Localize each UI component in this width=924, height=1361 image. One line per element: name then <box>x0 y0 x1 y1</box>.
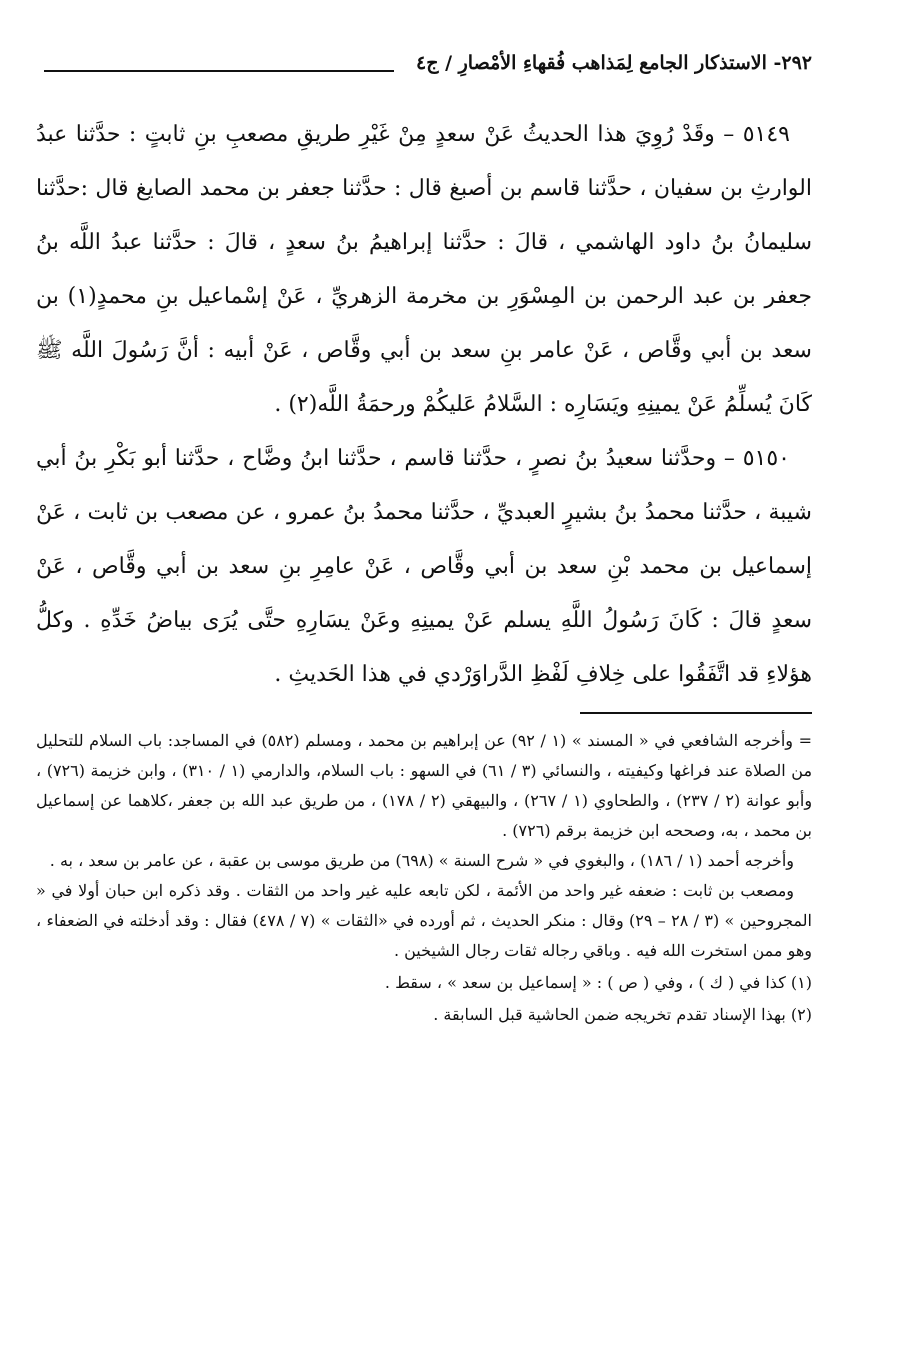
footnote-separator <box>580 712 812 714</box>
footnote-1: (١) كذا في ( ك ) ، وفي ( ص ) : « إسماعيل بن سعد » ، سقط . <box>384 973 812 992</box>
footnote-continuation: = وأخرجه الشافعي في « المسند » (١ / ٩٢) عن إبراهيم بن محمد ، ومسلم (٥٨٢) في المساجد: باب السلام للتحليل من الصلاة عند فراغها وكيفيته ، والنسائي (٣ / ٦١) في السهو : باب السلام، والدارمي (١ / ٣١٠) ، وابن خزيمة (٧٢٦) ، وأبو عوانة (٢ / ٢٣٧) ، والطحاوي (١ / ٢٦٧) ، والبيهقي (٢ / ١٧٨) ، من طريق عبد الله بن جعفر ،كلاهما عن إسماعيل بن محمد ، به، وصححه ابن خزيمة برقم (٧٢٦) . <box>36 731 813 840</box>
page <box>36 52 812 1030</box>
footnote-paragraph: ومصعب بن ثابت : ضعفه غير واحد من الأئمة ، لكن تابعه عليه غير واحد من الثقات . وقد ذكره ابن حبان أولا في « المجروحين » (٣ / ٢٨ – ٢٩) وقال : منكر الحديث ، ثم أورده في «الثقات » (٧ / ٤٧٨) فقال : وقد أدخلته في الضعفاء ، وهو ممن استخرت الله فيه . وباقي رجاله ثقات رجال الشيخين . <box>36 881 813 960</box>
running-title: ٢٩٢- الاستذكار الجامع لِمَذاهب فُقهاءِ الأمْصارِ / ج٤ <box>415 52 812 74</box>
main-text <box>36 108 812 702</box>
footnotes <box>36 726 812 1030</box>
footnote-paragraph: وأخرجه أحمد (١ / ١٨٦) ، والبغوي في « شرح السنة » (٦٩٨) من طريق موسى بن عقبة ، عن عامر بن سعد ، به . <box>49 851 794 870</box>
page-header <box>36 52 812 78</box>
hadith-5149: ٥١٤٩ – وقَدْ رُوِيَ هذا الحديثُ عَنْ سعدٍ مِنْ غَيْرِ طريقِ مصعبِ بنِ ثابتٍ : حدَّثنا عبدُ الوارثِ بن سفيان ، حدَّثنا قاسم بن أصبغ قال : حدَّثنا جعفر بن محمد الصايغ قال :حدَّثنا سليمانُ بنُ داود الهاشمي ، قالَ : حدَّثنا إبراهيمُ بنُ سعدٍ ، قالَ : حدَّثنا عبدُ اللَّه بنُ جعفر بن عبد الرحمن بن المِسْوَرِ بن مخرمة الزهريِّ ، عَنْ إسْماعيل بنِ محمدٍ(١) بن سعد بن أبي وقَّاص ، عَنْ عامر بنِ سعد بن أبي وقَّاص ، عَنْ أبيه : أنَّ رَسُولَ اللَّه ﷺ كَانَ يُسلِّمُ عَنْ يمينِهِ ويَسَارِه : السَّلامُ عَليكُمْ ورحمَةُ اللَّه(٢) . <box>36 122 813 417</box>
footnote-2: (٢) بهذا الإسناد تقدم تخريجه ضمن الحاشية قبل السابقة . <box>433 1005 812 1024</box>
hadith-5150: ٥١٥٠ – وحدَّثنا سعيدُ بنُ نصرٍ ، حدَّثنا قاسم ، حدَّثنا ابنُ وضَّاح ، حدَّثنا أبو بَكْرِ بنُ أبي شيبة ، حدَّثنا محمدُ بنُ بشيرٍ العبديِّ ، حدَّثنا محمدُ بنُ عمرو ، عن مصعب بن ثابت ، عَنْ إسماعيل بن محمد بْنِ سعد بن أبي وقَّاص ، عَنْ عامِرِ بنِ سعد بن أبي وقَّاص ، عَنْ سعدٍ قالَ : كَانَ رَسُولُ اللَّهِ يسلم عَنْ يمينِهِ وعَنْ يسَارِهِ حتَّى يُرَى بياضُ خَدِّهِ . وكلُّ هؤلاءِ قد اتَّفَقُوا على خِلافِ لَفْظِ الدَّراوَرْدي في هذا الحَديثِ . <box>36 446 812 687</box>
header-rule <box>44 70 394 72</box>
